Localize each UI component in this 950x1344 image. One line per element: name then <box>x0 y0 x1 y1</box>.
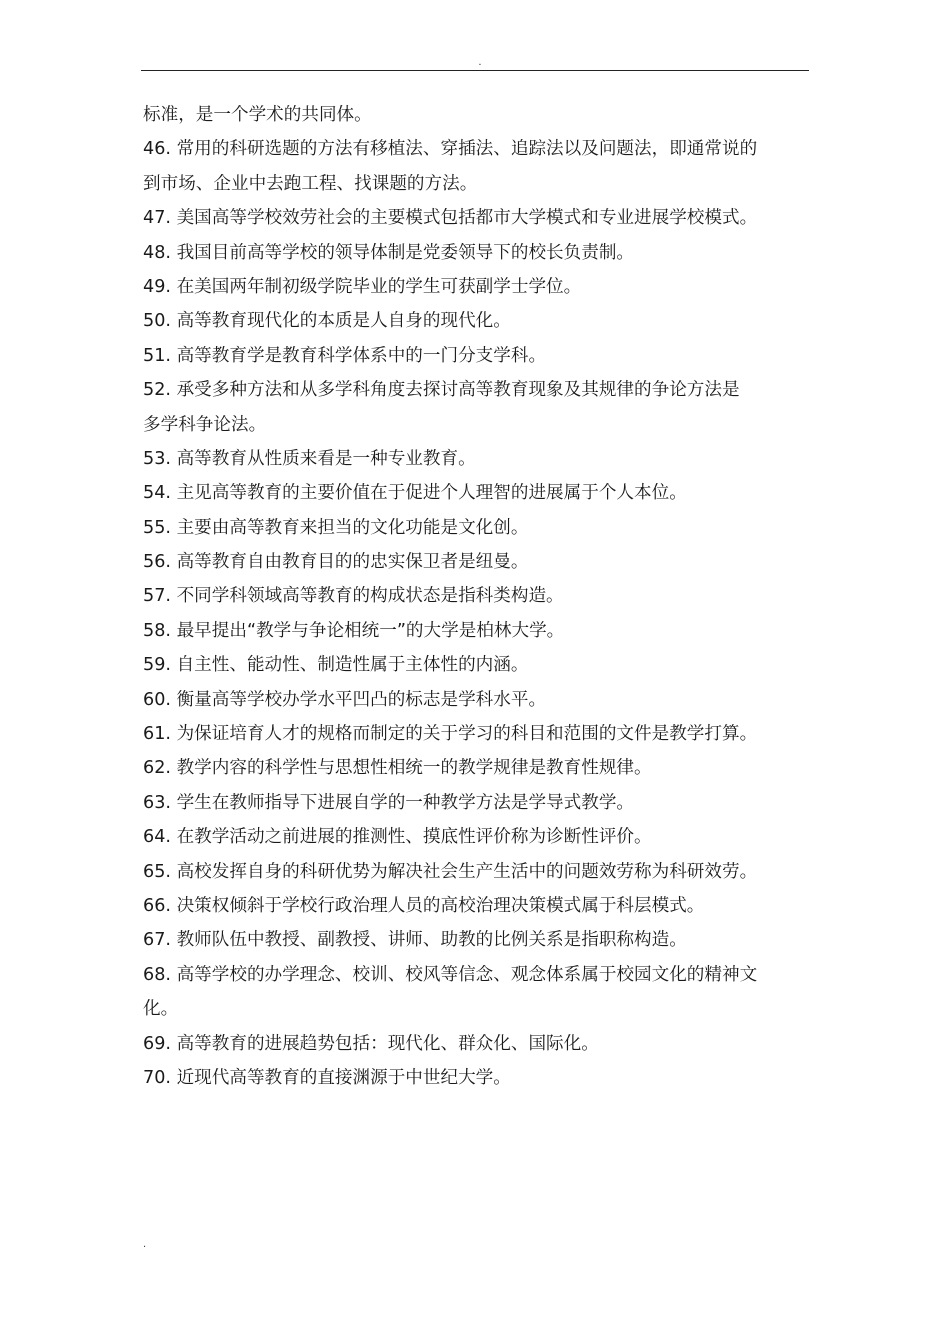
text-line: 64. 在教学活动之前进展的推测性、摸底性评价称为诊断性评价。 <box>143 827 652 848</box>
text-line: 68. 高等学校的办学理念、校训、校风等信念、观念体系属于校园文化的精神文 <box>143 964 758 985</box>
text-line: 70. 近现代高等教育的直接渊源于中世纪大学。 <box>143 1067 511 1088</box>
text-line: 67. 教师队伍中教授、副教授、讲师、助教的比例关系是指职称构造。 <box>143 930 687 951</box>
header-rule <box>141 70 809 71</box>
text-line: 51. 高等教育学是教育科学体系中的一门分支学科。 <box>143 345 547 366</box>
text-line: 57. 不同学科领域高等教育的构成状态是指科类构造。 <box>143 586 564 607</box>
text-line: 多学科争论法。 <box>143 414 267 435</box>
text-line: 49. 在美国两年制初级学院毕业的学生可获副学士学位。 <box>143 276 582 297</box>
header-mark: . <box>478 57 482 68</box>
text-line: 56. 高等教育自由教育目的的忠实保卫者是纽曼。 <box>143 552 529 573</box>
text-line: 54. 主见高等教育的主要价值在于促进个人理智的进展属于个人本位。 <box>143 483 687 504</box>
document-body <box>143 98 811 1095</box>
text-line: 69. 高等教育的进展趋势包括：现代化、群众化、国际化。 <box>143 1033 599 1054</box>
text-line: 53. 高等教育从性质来看是一种专业教育。 <box>143 448 476 469</box>
text-line: 55. 主要由高等教育来担当的文化功能是文化创。 <box>143 517 529 538</box>
text-line: 47. 美国高等学校效劳社会的主要模式包括都市大学模式和专业进展学校模式。 <box>143 208 758 229</box>
text-line: 48. 我国目前高等学校的领导体制是党委领导下的校长负责制。 <box>143 242 635 263</box>
text-line: 62. 教学内容的科学性与思想性相统一的教学规律是教育性规律。 <box>143 758 652 779</box>
text-line: 50. 高等教育现代化的本质是人自身的现代化。 <box>143 311 511 332</box>
text-line: 59. 自主性、能动性、制造性属于主体性的内涵。 <box>143 655 529 676</box>
text-line: 46. 常用的科研选题的方法有移植法、穿插法、追踪法以及问题法，即通常说的 <box>143 139 758 160</box>
text-line: 65. 高校发挥自身的科研优势为解决社会生产生活中的问题效劳称为科研效劳。 <box>143 861 758 882</box>
footer-mark: . <box>143 1239 147 1250</box>
text-line: 52. 承受多种方法和从多学科角度去探讨高等教育现象及其规律的争论方法是 <box>143 380 740 401</box>
text-line: 标准，是一个学术的共同体。 <box>143 105 372 125</box>
text-line: 58. 最早提出“教学与争论相统一”的大学是柏林大学。 <box>143 620 565 641</box>
text-line: 63. 学生在教师指导下进展自学的一种教学方法是学导式教学。 <box>143 792 635 813</box>
text-line: 60. 衡量高等学校办学水平凹凸的标志是学科水平。 <box>143 689 547 710</box>
text-line: 61. 为保证培育人才的规格而制定的关于学习的科目和范围的文件是教学打算。 <box>143 724 758 745</box>
text-line: 化。 <box>143 999 179 1020</box>
text-line: 66. 决策权倾斜于学校行政治理人员的高校治理决策模式属于科层模式。 <box>143 895 705 916</box>
text-line: 到市场、企业中去跑工程、找课题的方法。 <box>143 173 478 194</box>
